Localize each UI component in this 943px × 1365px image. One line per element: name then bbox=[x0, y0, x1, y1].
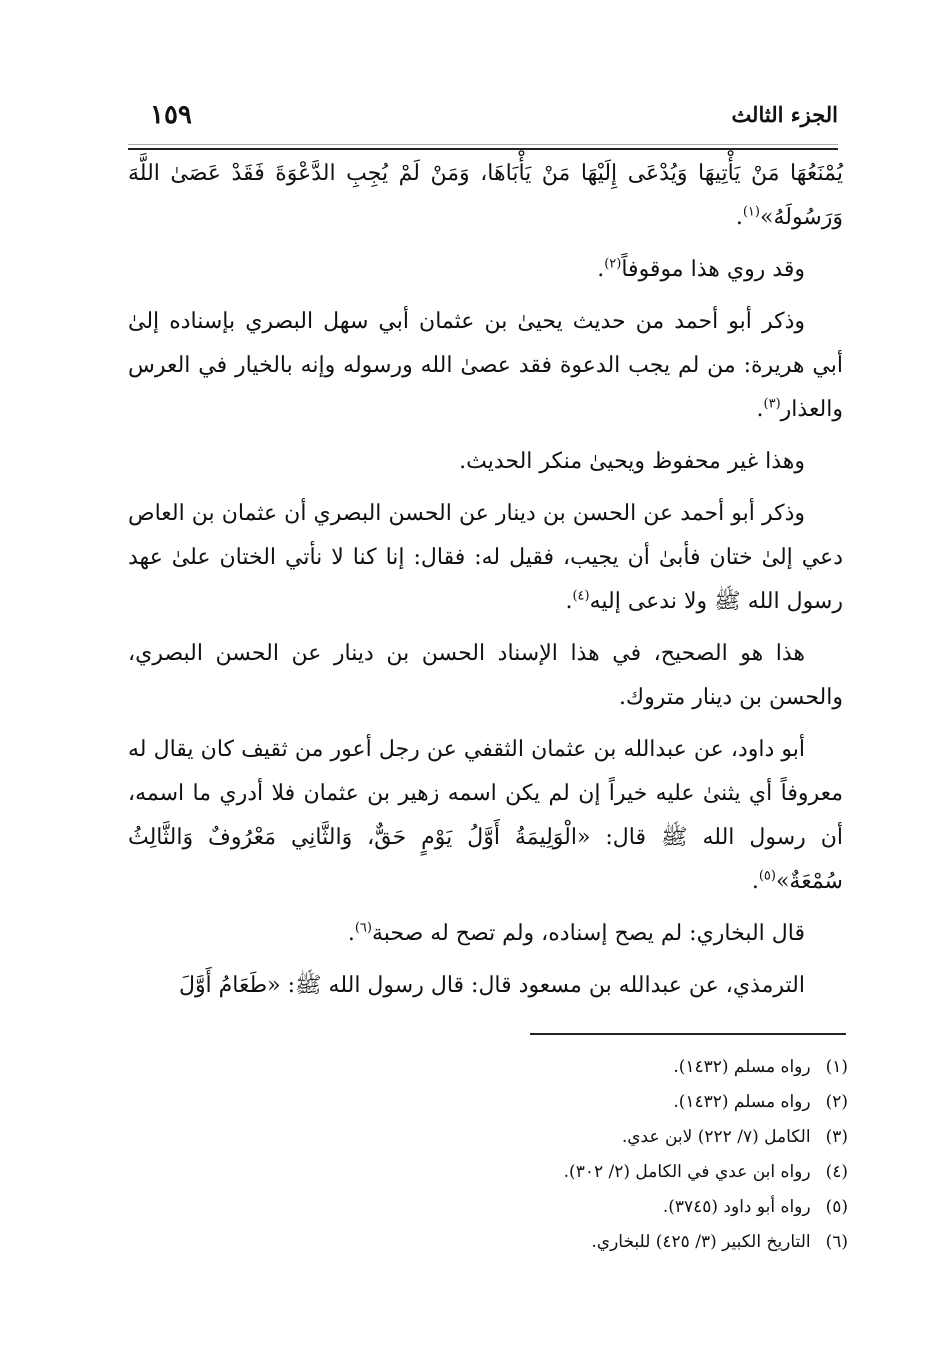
main-text bbox=[128, 152, 843, 1016]
footnotes bbox=[128, 1050, 848, 1260]
paragraph-9: الترمذي، عن عبدالله بن مسعود قال: قال رسول الله ﷺ: «طَعَامُ أَوَّلَ bbox=[178, 973, 805, 998]
paragraph-1: يُمْنَعُهَا مَنْ يَأْتِيهَا وَيُدْعَى إِلَيْهَا مَنْ يَأْبَاهَا، وَمَنْ لَمْ يُجِبِ الدَّعْوَةَ فَقَدْ عَصَىٰ اللَّهَ وَرَسُولَهُ»$^{(١)}$. bbox=[128, 161, 843, 230]
header-divider bbox=[128, 144, 838, 145]
paragraph-3: وذكر أبو أحمد من حديث يحيىٰ بن عثمان أبي سهل البصري بإسناده إلىٰ أبي هريرة: من لم يجب الدعوة فقد عصىٰ الله ورسوله وإنه بالخيار في العرس والعذار$^{(٣)}$. bbox=[128, 309, 843, 422]
footnote-item: (٤) رواه ابن عدي في الكامل (٢/ ٣٠٢). bbox=[563, 1162, 848, 1182]
paragraph-8: قال البخاري: لم يصح إسناده، ولم تصح له صحبة$^{(٦)}$. bbox=[347, 920, 805, 946]
footnote-divider bbox=[530, 1033, 846, 1035]
running-header-title: الجزء الثالث bbox=[731, 102, 838, 127]
paragraph-2: وقد روي هذا موقوفاً$^{(٢)}$. bbox=[597, 256, 805, 282]
footnote-ref-6: (٦) bbox=[354, 920, 372, 936]
footnote-item: (١) رواه مسلم (١٤٣٢). bbox=[673, 1057, 848, 1077]
page-number: ١٥٩ bbox=[150, 100, 192, 130]
footnote-ref-2: (٢) bbox=[604, 256, 622, 272]
footnote-item: (٦) التاريخ الكبير (٣/ ٤٢٥) للبخاري. bbox=[591, 1232, 848, 1252]
footnote-item: (٣) الكامل (٧/ ٢٢٢) لابن عدي. bbox=[621, 1127, 848, 1147]
footnote-item: (٢) رواه مسلم (١٤٣٢). bbox=[673, 1092, 848, 1112]
paragraph-7: أبو داود، عن عبدالله بن عثمان الثقفي عن رجل أعور من ثقيف كان يقال له معروفاً أي يثنىٰ عليه خيراً إن لم يكن اسمه زهير بن عثمان فلا أدري ما اسمه، أن رسول الله ﷺ قال: «الْوَلِيمَةُ أَوَّلُ يَوْمٍ حَقٌّ، وَالثَّانِي مَعْرُوفٌ وَالثَّالِثُ سُمْعَةٌ»$^{(٥)}$. bbox=[128, 737, 843, 894]
paragraph-4: وهذا غير محفوظ ويحيىٰ منكر الحديث. bbox=[459, 449, 805, 474]
footnote-ref-3: (٣) bbox=[763, 396, 781, 412]
paragraph-5: وذكر أبو أحمد عن الحسن بن دينار عن الحسن البصري أن عثمان بن العاص دعي إلىٰ ختان فأبىٰ أن يجيب، فقيل له: فقال: إنا كنا لا نأتي الختان علىٰ عهد رسول الله ﷺ ولا ندعى إليه$^{(٤)}$. bbox=[128, 501, 843, 614]
text-top-divider bbox=[128, 148, 838, 150]
footnote-item: (٥) رواه أبو داود (٣٧٤٥). bbox=[662, 1197, 848, 1217]
footnote-ref-5: (٥) bbox=[758, 868, 776, 884]
footnote-ref-1: (١) bbox=[742, 204, 760, 220]
footnote-ref-4: (٤) bbox=[572, 588, 590, 604]
paragraph-6: هذا هو الصحيح، في هذا الإسناد الحسن بن دينار عن الحسن البصري، والحسن بن دينار متروك. bbox=[128, 641, 843, 710]
